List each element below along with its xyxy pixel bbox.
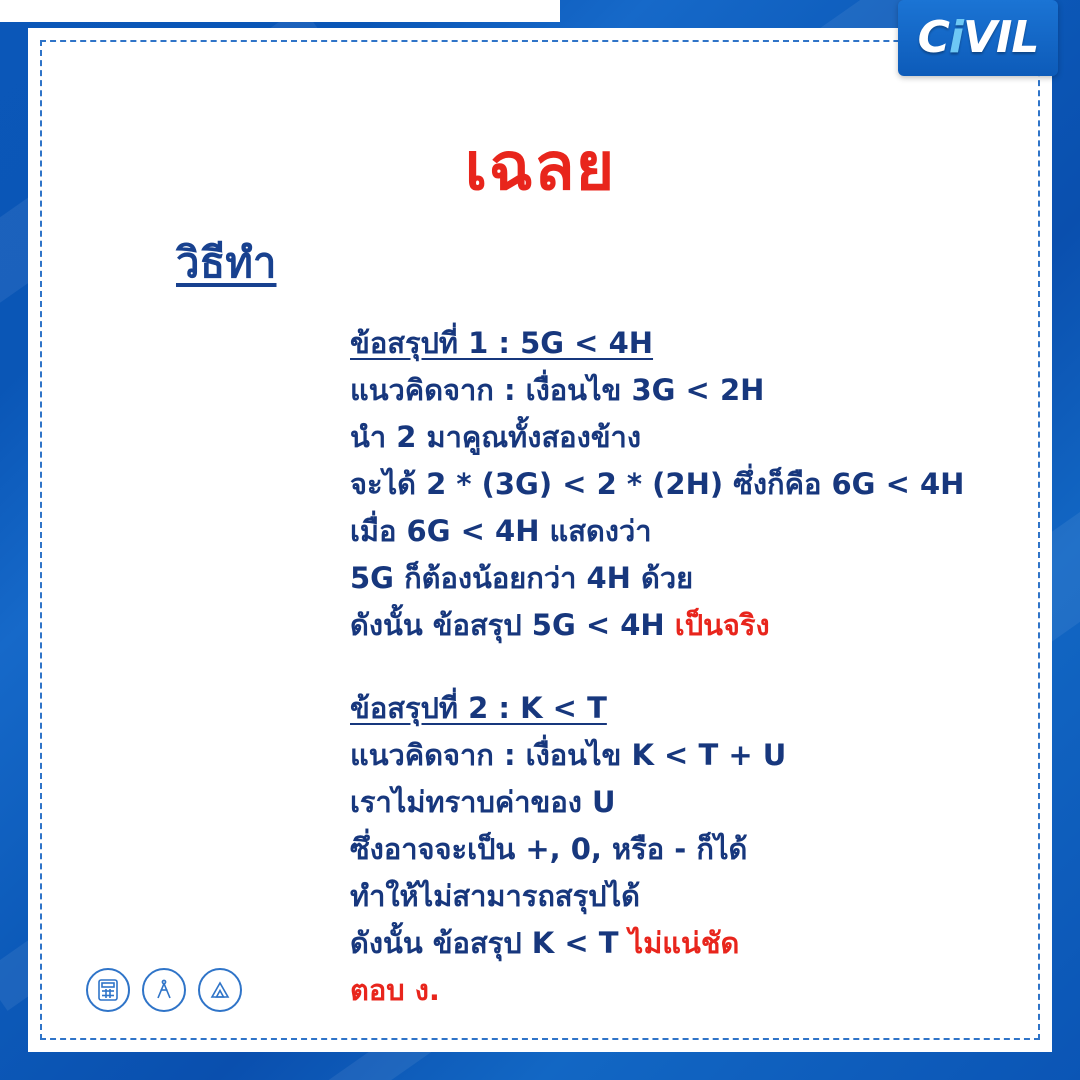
conclusion-1-result-highlight: เป็นจริง: [674, 608, 770, 642]
brand-logo-c: C: [917, 12, 949, 63]
page-title: เฉลย: [464, 128, 616, 205]
conclusion-1-line: นำ 2 มาคูณทั้งสองข้าง: [350, 420, 642, 454]
conclusion-1-line: จะได้ 2 * (3G) < 2 * (2H) ซึ่งก็คือ 6G < 4H: [350, 467, 965, 501]
top-white-tab: [0, 0, 560, 22]
conclusion-2-result-highlight: ไม่แน่ชัด: [628, 926, 740, 960]
conclusion-1-line: 5G ก็ต้องน้อยกว่า 4H ด้วย: [350, 561, 694, 595]
conclusion-2-line: ทำให้ไม่สามารถสรุปได้: [350, 879, 640, 913]
conclusion-2-heading: ข้อสรุปที่ 2 : K < T: [350, 691, 607, 725]
compass-icon: [142, 968, 186, 1012]
set-square-icon: [198, 968, 242, 1012]
conclusion-1-result-prefix: ดังนั้น ข้อสรุป 5G < 4H: [350, 608, 675, 642]
brand-logo-text: [917, 12, 1039, 63]
conclusion-2-line: แนวคิดจาก : เงื่อนไข K < T + U: [350, 738, 787, 772]
final-answer: ตอบ ง.: [350, 973, 440, 1007]
section-subtitle: วิธีทำ: [176, 238, 277, 287]
group-spacer: [350, 649, 1030, 685]
brand-logo-i: i: [948, 12, 963, 63]
conclusion-1-heading: ข้อสรุปที่ 1 : 5G < 4H: [350, 326, 654, 360]
conclusion-1-line: เมื่อ 6G < 4H แสดงว่า: [350, 514, 652, 548]
brand-logo-vil: VIL: [962, 12, 1039, 63]
content-card: [28, 28, 1052, 1052]
conclusion-2-result-prefix: ดังนั้น ข้อสรุป K < T: [350, 926, 629, 960]
conclusion-2-result: [350, 920, 1030, 967]
conclusion-2-line: เราไม่ทราบค่าของ U: [350, 785, 616, 819]
conclusion-2-line: ซึ่งอาจจะเป็น +, 0, หรือ - ก็ได้: [350, 832, 748, 866]
conclusion-1-line: แนวคิดจาก : เงื่อนไข 3G < 2H: [350, 373, 765, 407]
brand-logo: [898, 0, 1058, 76]
calculator-icon: [86, 968, 130, 1012]
conclusion-1-result: [350, 602, 1030, 649]
solution-body: [350, 320, 1030, 1014]
footer-icon-row: [86, 968, 242, 1012]
